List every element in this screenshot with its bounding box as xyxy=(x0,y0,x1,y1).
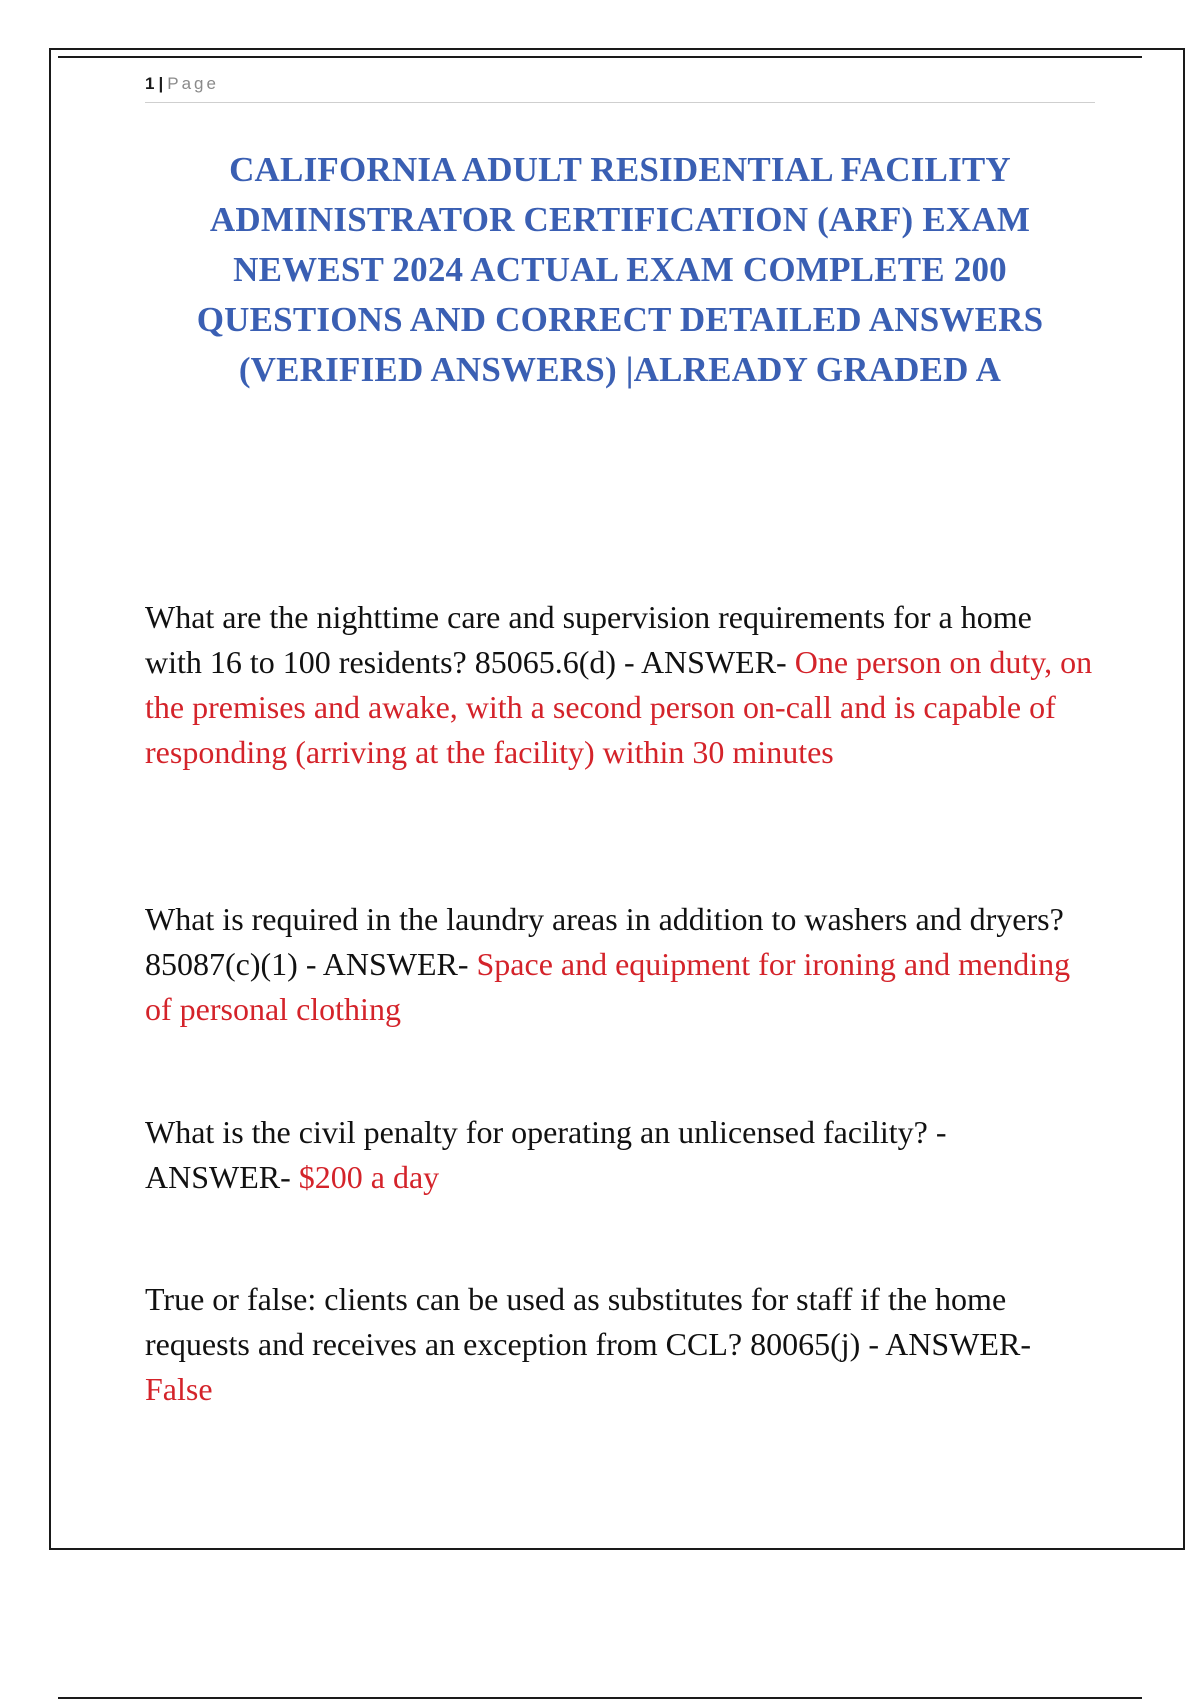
question-text: What is required in the laundry areas in addition to washers and dryers? 85087(c)(1) - ANSWER- xyxy=(145,901,1064,982)
document-title xyxy=(150,145,1090,395)
title-line: NEWEST 2024 ACTUAL EXAM COMPLETE 200 xyxy=(233,250,1007,289)
answer-text: Space and equipment for ironing and mending of personal clothing xyxy=(145,946,1071,1027)
qa-item xyxy=(145,595,1095,775)
qa-item xyxy=(145,897,1095,1032)
page-separator: | xyxy=(158,74,164,93)
qa-item xyxy=(145,1110,1095,1200)
title-line: ADMINISTRATOR CERTIFICATION (ARF) EXAM xyxy=(209,200,1031,239)
title-line: CALIFORNIA ADULT RESIDENTIAL FACILITY xyxy=(229,150,1011,189)
page-number: 1 xyxy=(145,74,155,93)
qa-item xyxy=(145,1277,1095,1412)
title-line: QUESTIONS AND CORRECT DETAILED ANSWERS xyxy=(196,300,1044,339)
bottom-rule xyxy=(58,1697,1142,1699)
title-line: (VERIFIED ANSWERS) |ALREADY GRADED A xyxy=(238,350,1002,389)
question-text: What is the civil penalty for operating an unlicensed facility? - ANSWER- xyxy=(145,1114,947,1195)
page-word: Page xyxy=(167,74,219,93)
question-text: True or false: clients can be used as substitutes for staff if the home requests and receives an exception from CCL? 80065(j) - ANSWER- xyxy=(145,1281,1031,1362)
top-rule xyxy=(58,56,1142,58)
page-header xyxy=(145,74,1095,103)
answer-text: One person on duty, on the premises and awake, with a second person on-call and is capable of responding (arriving at the facility) within 30 minutes xyxy=(145,644,1093,770)
answer-text: $200 a day xyxy=(298,1159,440,1195)
answer-text: False xyxy=(145,1371,213,1407)
question-text: What are the nighttime care and supervision requirements for a home with 16 to 100 residents? 85065.6(d) - ANSWER- xyxy=(145,599,1032,680)
